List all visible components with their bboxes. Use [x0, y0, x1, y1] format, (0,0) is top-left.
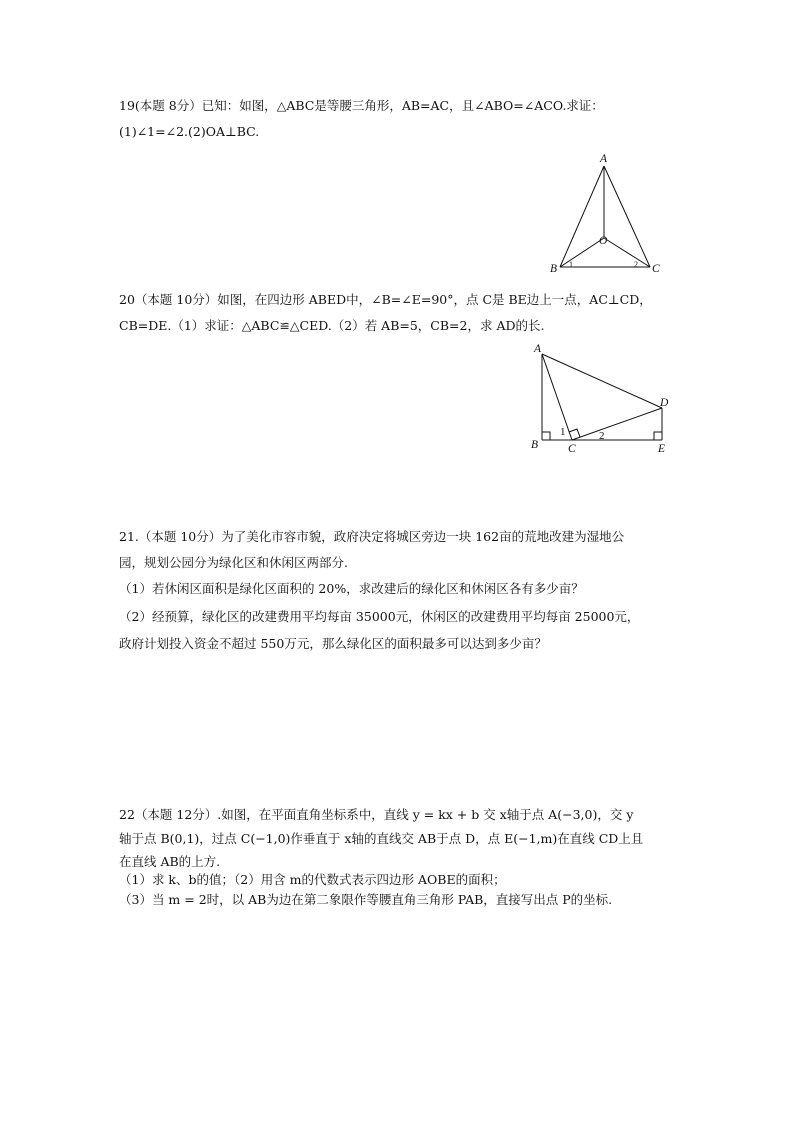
q19-label-c: C — [652, 263, 660, 275]
q19-line-1: 19(本题 8分）已知：如图，△ABC是等腰三角形，AB=AC，且∠ABO=∠ACO.求证： — [119, 98, 604, 113]
q19-angle-2-label: 2 — [634, 260, 638, 269]
q20-angle-2-label: 2 — [599, 430, 605, 442]
q19-label-o: O — [599, 235, 608, 247]
q19-label-a: A — [600, 153, 608, 165]
q20-line-2: CB=DE.（1）求证：△ABC≌△CED.（2）若 AB=5，CB=2，求 AD的长. — [119, 318, 545, 333]
q22-line-1: 22（本题 12分）.如图，在平面直角坐标系中，直线 y = kx + b 交 x轴于点 A(−3,0)，交 y — [119, 807, 634, 822]
q19-triangle-figure — [540, 150, 680, 284]
q19-angle-1-label: 1 — [569, 260, 573, 269]
q21-line-3: （1）若休闲区面积是绿化区面积的 20%，求改建后的绿化区和休闲区各有多少亩？ — [119, 581, 584, 596]
q20-segment-ad — [542, 354, 662, 408]
q20-quadrilateral-figure — [528, 340, 678, 464]
q22-line-2: 轴于点 B(0,1)，过点 C(−1,0)作垂直于 x轴的直线交 AB于点 D，点 E(−1,m)在直线 CD上且 — [119, 831, 644, 846]
q20-label-b: B — [531, 439, 539, 451]
q20-label-a: A — [534, 343, 542, 355]
q22-line-5: （3）当 m = 2时，以 AB为边在第二象限作等腰直角三角形 PAB，直接写出点 P的坐标. — [119, 892, 613, 907]
q20-label-d: D — [660, 397, 669, 409]
q20-line-1: 20（本题 10分）如图，在四边形 ABED中，∠B=∠E=90°，点 C是 BE边上一点，AC⊥CD， — [119, 292, 652, 307]
q19-label-b: B — [550, 263, 558, 275]
q20-label-c: C — [568, 443, 576, 455]
q21-line-1: 21.（本题 10分）为了美化市容市貌，政府决定将城区旁边一块 162亩的荒地改建为湿地公 — [119, 529, 625, 544]
q20-angle-1-label: 1 — [560, 426, 566, 438]
q20-label-e: E — [658, 443, 666, 455]
q20-segment-cd — [572, 408, 662, 440]
q19-line-2: (1)∠1=∠2.(2)OA⊥BC. — [119, 124, 260, 139]
q21-line-5: 政府计划投入资金不超过 550万元，那么绿化区的面积最多可以达到多少亩？ — [119, 636, 547, 651]
q21-line-4: （2）经预算，绿化区的改建费用平均每亩 35000元，休闲区的改建费用平均每亩 25000元， — [119, 609, 640, 624]
q20-segment-ac — [542, 354, 572, 440]
q19-segment-ac — [604, 166, 650, 267]
q22-line-4: （1）求 k、b的值；（2）用含 m的代数式表示四边形 AOBE的面积； — [119, 872, 506, 887]
q20-right-angle-e — [654, 432, 662, 440]
q22-line-3: 在直线 AB的上方. — [119, 854, 221, 869]
q21-line-2: 园，规划公园分为绿化区和休闲区两部分. — [119, 555, 348, 570]
q19-segment-ab — [560, 166, 604, 267]
q20-right-angle-b — [542, 432, 550, 440]
